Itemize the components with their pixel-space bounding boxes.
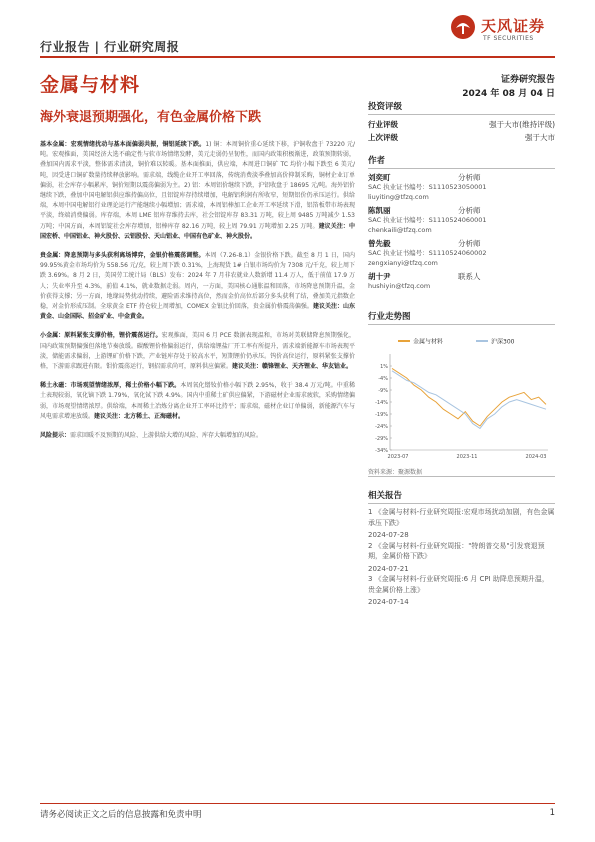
author-card: 刘奕町 分析师 SAC 执业证书编号：S1110523050001 liuyiting@tfzq.com xyxy=(368,172,555,202)
company-logo xyxy=(450,12,560,52)
sector-name: 金属与材料 xyxy=(40,74,141,96)
x-tick-label: 2023-07 xyxy=(387,454,409,460)
chart-heading: 行业走势图 xyxy=(368,310,555,325)
related-item[interactable]: 2 《金属与材料-行业研究周报："特朗普交易"引发衰退预期，金属价格下跌》 2024-07-21 xyxy=(368,541,545,573)
logo-mark-icon xyxy=(450,14,476,40)
trend-chart-svg xyxy=(368,332,555,464)
report-title: 海外衰退预期强化，有色金属价格下跌 xyxy=(40,110,262,125)
header-divider xyxy=(40,56,555,58)
x-tick-label: 2023-11 xyxy=(456,454,478,460)
industry-trend-chart xyxy=(368,332,555,464)
related-item[interactable]: 3 《金属与材料-行业研究周报:6 月 CPI 助降息预期升温，贵金属价格上涨》 2024-07-14 xyxy=(368,575,549,606)
related-reports xyxy=(368,489,555,608)
logo-text: 天风证券 xyxy=(481,17,546,35)
disclaimer-notice: 请务必阅读正文之后的信息披露和免责申明 xyxy=(40,810,202,820)
y-tick-label: -34% xyxy=(375,448,388,454)
y-tick-label: -4% xyxy=(378,376,388,382)
y-tick-label: -9% xyxy=(378,388,388,394)
related-item[interactable]: 1 《金属与材料-行业研究周报:宏观市场扰动加剧，有色金属承压下跌》 2024-07-28 xyxy=(368,508,555,539)
footer-divider xyxy=(40,803,555,804)
rating-heading: 投资评级 xyxy=(368,100,555,115)
y-tick-label: -24% xyxy=(375,424,388,430)
author-card: 胡十尹 联系人 hushiyin@tfzq.com xyxy=(368,271,555,292)
series-line xyxy=(392,371,546,429)
author-card: 陈凯丽 分析师 SAC 执业证书编号：S1110524060001 chenkaili@tfzq.com xyxy=(368,205,555,235)
author-cert: SAC 执业证书编号：S1110524060002 xyxy=(368,249,487,257)
author-cert: SAC 执业证书编号：S1110524060001 xyxy=(368,216,487,224)
report-type: 证券研究报告 xyxy=(500,75,555,85)
y-tick-label: -19% xyxy=(375,412,388,418)
author-email[interactable]: zengxianyi@tfzq.com xyxy=(368,258,438,267)
author-cert: SAC 执业证书编号：S1110523050001 xyxy=(368,183,487,191)
summary-body xyxy=(40,140,355,450)
paragraph-base-metals: 基本金属：宏观情绪扰动与基本面偏弱共振，铜铝延续下跌。1) 铜：本周铜价重心延续下移，沪铜收盘于 73220 元/吨。宏观推面，美国经济大选不确定性与软市场情绪发酵，美元走弱仍呈韧性，而国内政策积极渐进，政策预期转弱，叠加国内需求平淡，整体需求清淡，铜价难以转暖。基本面推面，供应端，本周进口铜矿 TC 均价小幅下跌至 6 美元/吨，因受进口铜矿数量持续释放影响。需求端，线缆企业开工率回落，传统消费淡季叠加高价抑制采购，铜材企业订单偏弱，社会库存小幅累库，铜价短期以震荡偏弱为主。2) 铝：本周铝价继续下跌，沪铝收盘于 18695 元/吨。海外铝价继续下跌，叠加中国电解铝供应维持偏高位，且铝锭库存持续增加，电解铝利润有所收窄，短期铝价仍承压运行。供给端，本周中国电解铝行业理论运行产能继续小幅增加；需求端，本周铝棒加工企业开工率延续下滑，铝箔板带市场表现平淡，终端消费偏弱。库存端，本周 LME 铝库存维持去库，社会铝锭库存 83.31 万吨，较上周 9485 万吨减少 1.53 万吨；中国方面，本周铝锭社会库存增加，铝棒库存 82.16 万吨，较上周 79.91 万吨增加 2.25 万吨。建议关注：中国宏桥、中国铝业、神火股份、云铝股份、天山铝业、中国有色矿业、神火股份。 xyxy=(40,141,355,240)
author-card: 曾先毅 分析师 SAC 执业证书编号：S1110524060002 zengxianyi@tfzq.com xyxy=(368,238,555,268)
sidebar xyxy=(368,100,555,328)
paragraph-rare-earth: 稀土永磁：市场观望情绪浓厚，稀土价格小幅下跌。本周氧化镨钕价格小幅下跌 2.95%，收于 38.4 万元/吨。中重稀土表现较弱，氧化镝下跌 1.79%，氧化铽下跌 4.9%。国内中重稀土矿供应偏紧，下游磁材企业需求疲软，采购情绪偏弱，市场观望情绪浓厚。供给端，本周稀土冶炼分离企业开工率环比持平；需求端，磁材企业订单偏弱，新能源汽车与风电需求增速放缓。建议关注：北方稀土、正海磁材。 xyxy=(40,382,355,420)
y-tick-label: 1% xyxy=(380,364,388,370)
rating-row: 行业评级 强于大市(维持评级) xyxy=(368,120,555,129)
legend-label: 金属与材料 xyxy=(413,338,444,346)
report-date: 2024 年 08 月 04 日 xyxy=(462,89,555,99)
related-heading: 相关报告 xyxy=(368,489,555,504)
y-tick-label: -29% xyxy=(375,436,388,442)
author-email[interactable]: chenkaili@tfzq.com xyxy=(368,225,432,234)
legend-label: 沪深300 xyxy=(491,338,515,346)
author-email[interactable]: hushiyin@tfzq.com xyxy=(368,282,431,290)
series-line xyxy=(392,368,546,426)
paragraph-precious-metals: 贵金属：降息预期与多头获利离场博弈，金银价格震荡调整。本周（7.26-8.1）金银价格下跌。截至 8 月 1 日，国内 99.95%黄金市场均价为 558.56 元/克，较上周下跌 0.31%，上海现货 1# 白银市场均价为 7308 元/千克，较上周下跌 3.69%。8 月 2 日，美国劳工统计局（BLS）发布：2024 年 7 月非农就业人数新增 11.4 万人，低于前值 17.9 万人；失业率升至 4.3%，前值 4.1%，就业数据走弱。周内，一方面，美国核心通胀温和回落，市场降息预期升温，金价获得支撑；另一方面，地缘局势扰动持续，避险需求维持高位，然而金价高位后部分多头获利了结，叠加美元指数企稳，对金价形成压制。全球黄金 ETF 持仓较上周增加，COMEX 金银比价回落，贵金属价格震荡偏强。建议关注：山东黄金、山金国际、招金矿业、中金黄金。 xyxy=(40,252,355,321)
x-tick-label: 2024-03 xyxy=(525,454,547,460)
report-category: 行业报告 | 行业研究周报 xyxy=(40,40,180,54)
rating-row: 上次评级 强于大市 xyxy=(368,133,555,142)
chart-source: 资料来源：聚源数据 xyxy=(368,469,423,476)
authors-heading: 作者 xyxy=(368,154,555,169)
y-tick-label: -14% xyxy=(375,400,388,406)
paragraph-risk: 风险提示：需求回暖不及预期的风险、上游供给大增的风险、库存大幅增加的风险。 xyxy=(40,432,263,440)
paragraph-minor-metals: 小金属：原料紧张支撑价格，锂价震荡运行。宏观推面，美国 6 月 PCE 数据表现温和，市场对美联储降息预期强化，国内政策预期偏强但落地节奏放缓。碳酸锂价格偏弱运行，供给端锂盐厂开工率有所提升，需求端新能源车市场表现平淡，储能需求偏弱，上游锂矿价格下跌，产业链库存处于较高水平，短期锂价仍承压。钨价高位运行，原料紧张支撑价格，下游需求跟进有限。钼价震荡运行，钢招需求尚可，原料供应偏紧。建议关注：赣锋锂业、天齐锂业、华友钴业。 xyxy=(40,332,355,371)
logo-subtext: TF SECURITIES xyxy=(483,35,534,42)
page-number: 1 xyxy=(549,808,555,818)
chart-divider xyxy=(368,476,555,477)
author-email[interactable]: liuyiting@tfzq.com xyxy=(368,192,429,201)
